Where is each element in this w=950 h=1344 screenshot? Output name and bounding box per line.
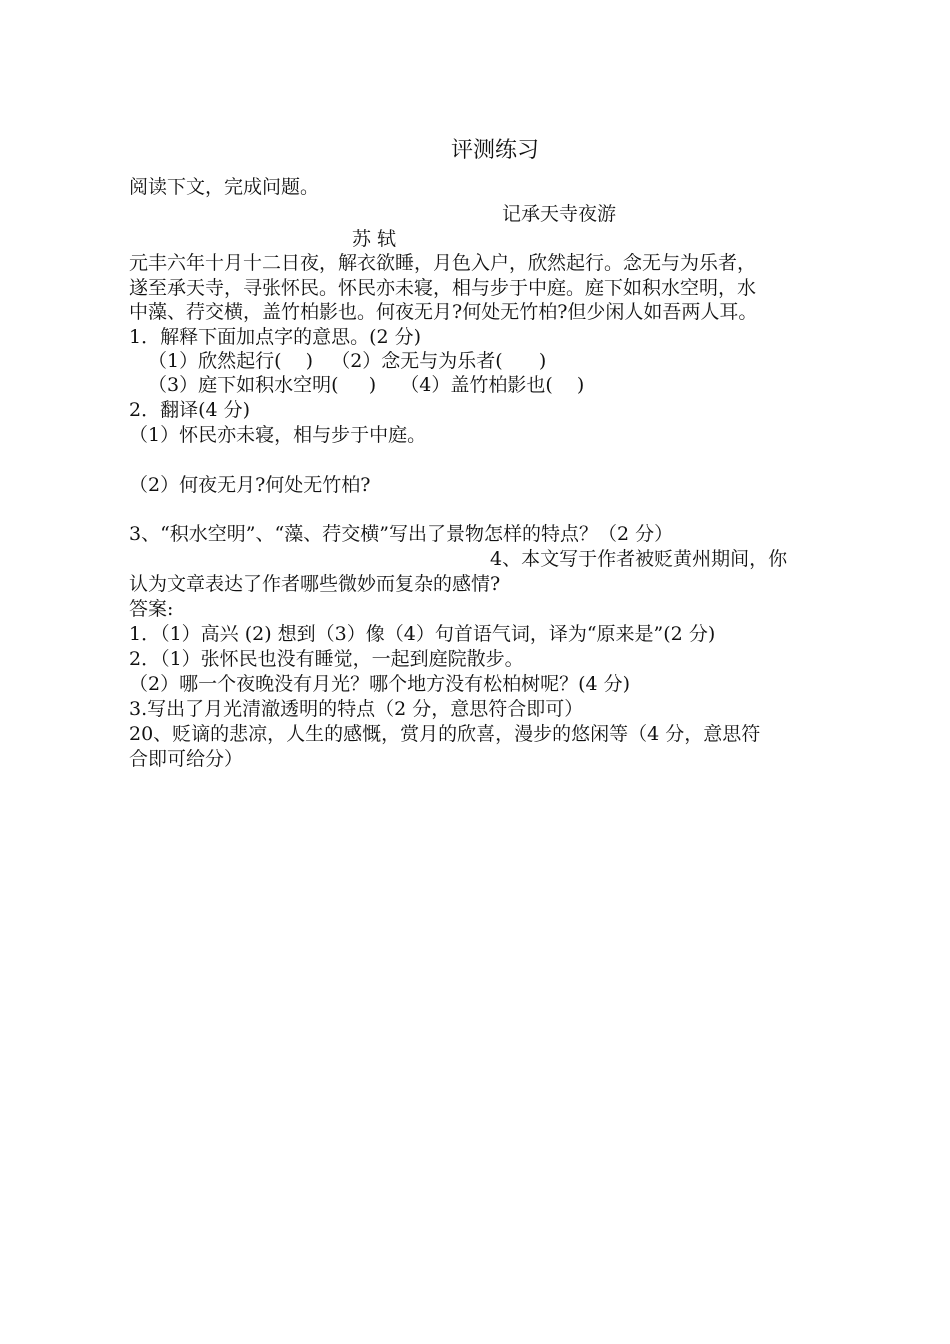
answer-1: 1．（1）高兴 (2) 想到（3）像（4）句首语气词，译为“原来是”(2 分): [129, 623, 716, 645]
author: 苏 轼: [352, 228, 397, 250]
question-1-items-row: （1）欣然起行( ) （2）念无与为乐者( ): [148, 350, 547, 372]
intro-text: 阅读下文，完成问题。: [129, 176, 320, 198]
answer-2: 2．（1）张怀民也没有睡觉，一起到庭院散步。: [129, 648, 524, 670]
question-1-items-row: （3）庭下如积水空明( ) （4）盖竹柏影也( ): [148, 374, 585, 396]
question-3: 3、“积水空明”、“藻、荇交横”写出了景物怎样的特点？（2 分）: [129, 523, 674, 545]
passage-line: 遂至承天寺，寻张怀民。怀民亦未寝，相与步于中庭。庭下如积水空明，水: [129, 277, 757, 299]
answer-4-continued: 合即可给分）: [129, 748, 244, 770]
question-2: 2．翻译(4 分): [129, 399, 251, 421]
passage-line: 中藻、荇交横，盖竹柏影也。何夜无月?何处无竹柏?但少闲人如吾两人耳。: [129, 301, 758, 323]
page-title: 评测练习: [450, 138, 539, 163]
question-2-item: （1）怀民亦未寝，相与步于中庭。: [129, 424, 427, 446]
answer-2-part-2: （2）哪一个夜晚没有月光？哪个地方没有松柏树呢？(4 分): [129, 673, 631, 695]
answer-4: 20、贬谪的悲凉，人生的感慨，赏月的欣喜，漫步的悠闲等（4 分，意思符: [129, 723, 761, 745]
question-1: 1．解释下面加点字的意思。(2 分): [129, 326, 422, 348]
question-2-item: （2）何夜无月?何处无竹柏?: [129, 474, 371, 496]
question-4-continued: 认为文章表达了作者哪些微妙而复杂的感情?: [129, 573, 501, 595]
question-4: 4、本文写于作者被贬黄州期间，你: [490, 548, 788, 570]
answer-3: 3.写出了月光清澈透明的特点（2 分，意思符合即可）: [129, 698, 584, 720]
poem-title: 记承天寺夜游: [502, 203, 617, 225]
answers-label: 答案:: [129, 598, 174, 620]
passage-line: 元丰六年十月十二日夜，解衣欲睡，月色入户，欣然起行。念无与为乐者，: [129, 252, 757, 274]
